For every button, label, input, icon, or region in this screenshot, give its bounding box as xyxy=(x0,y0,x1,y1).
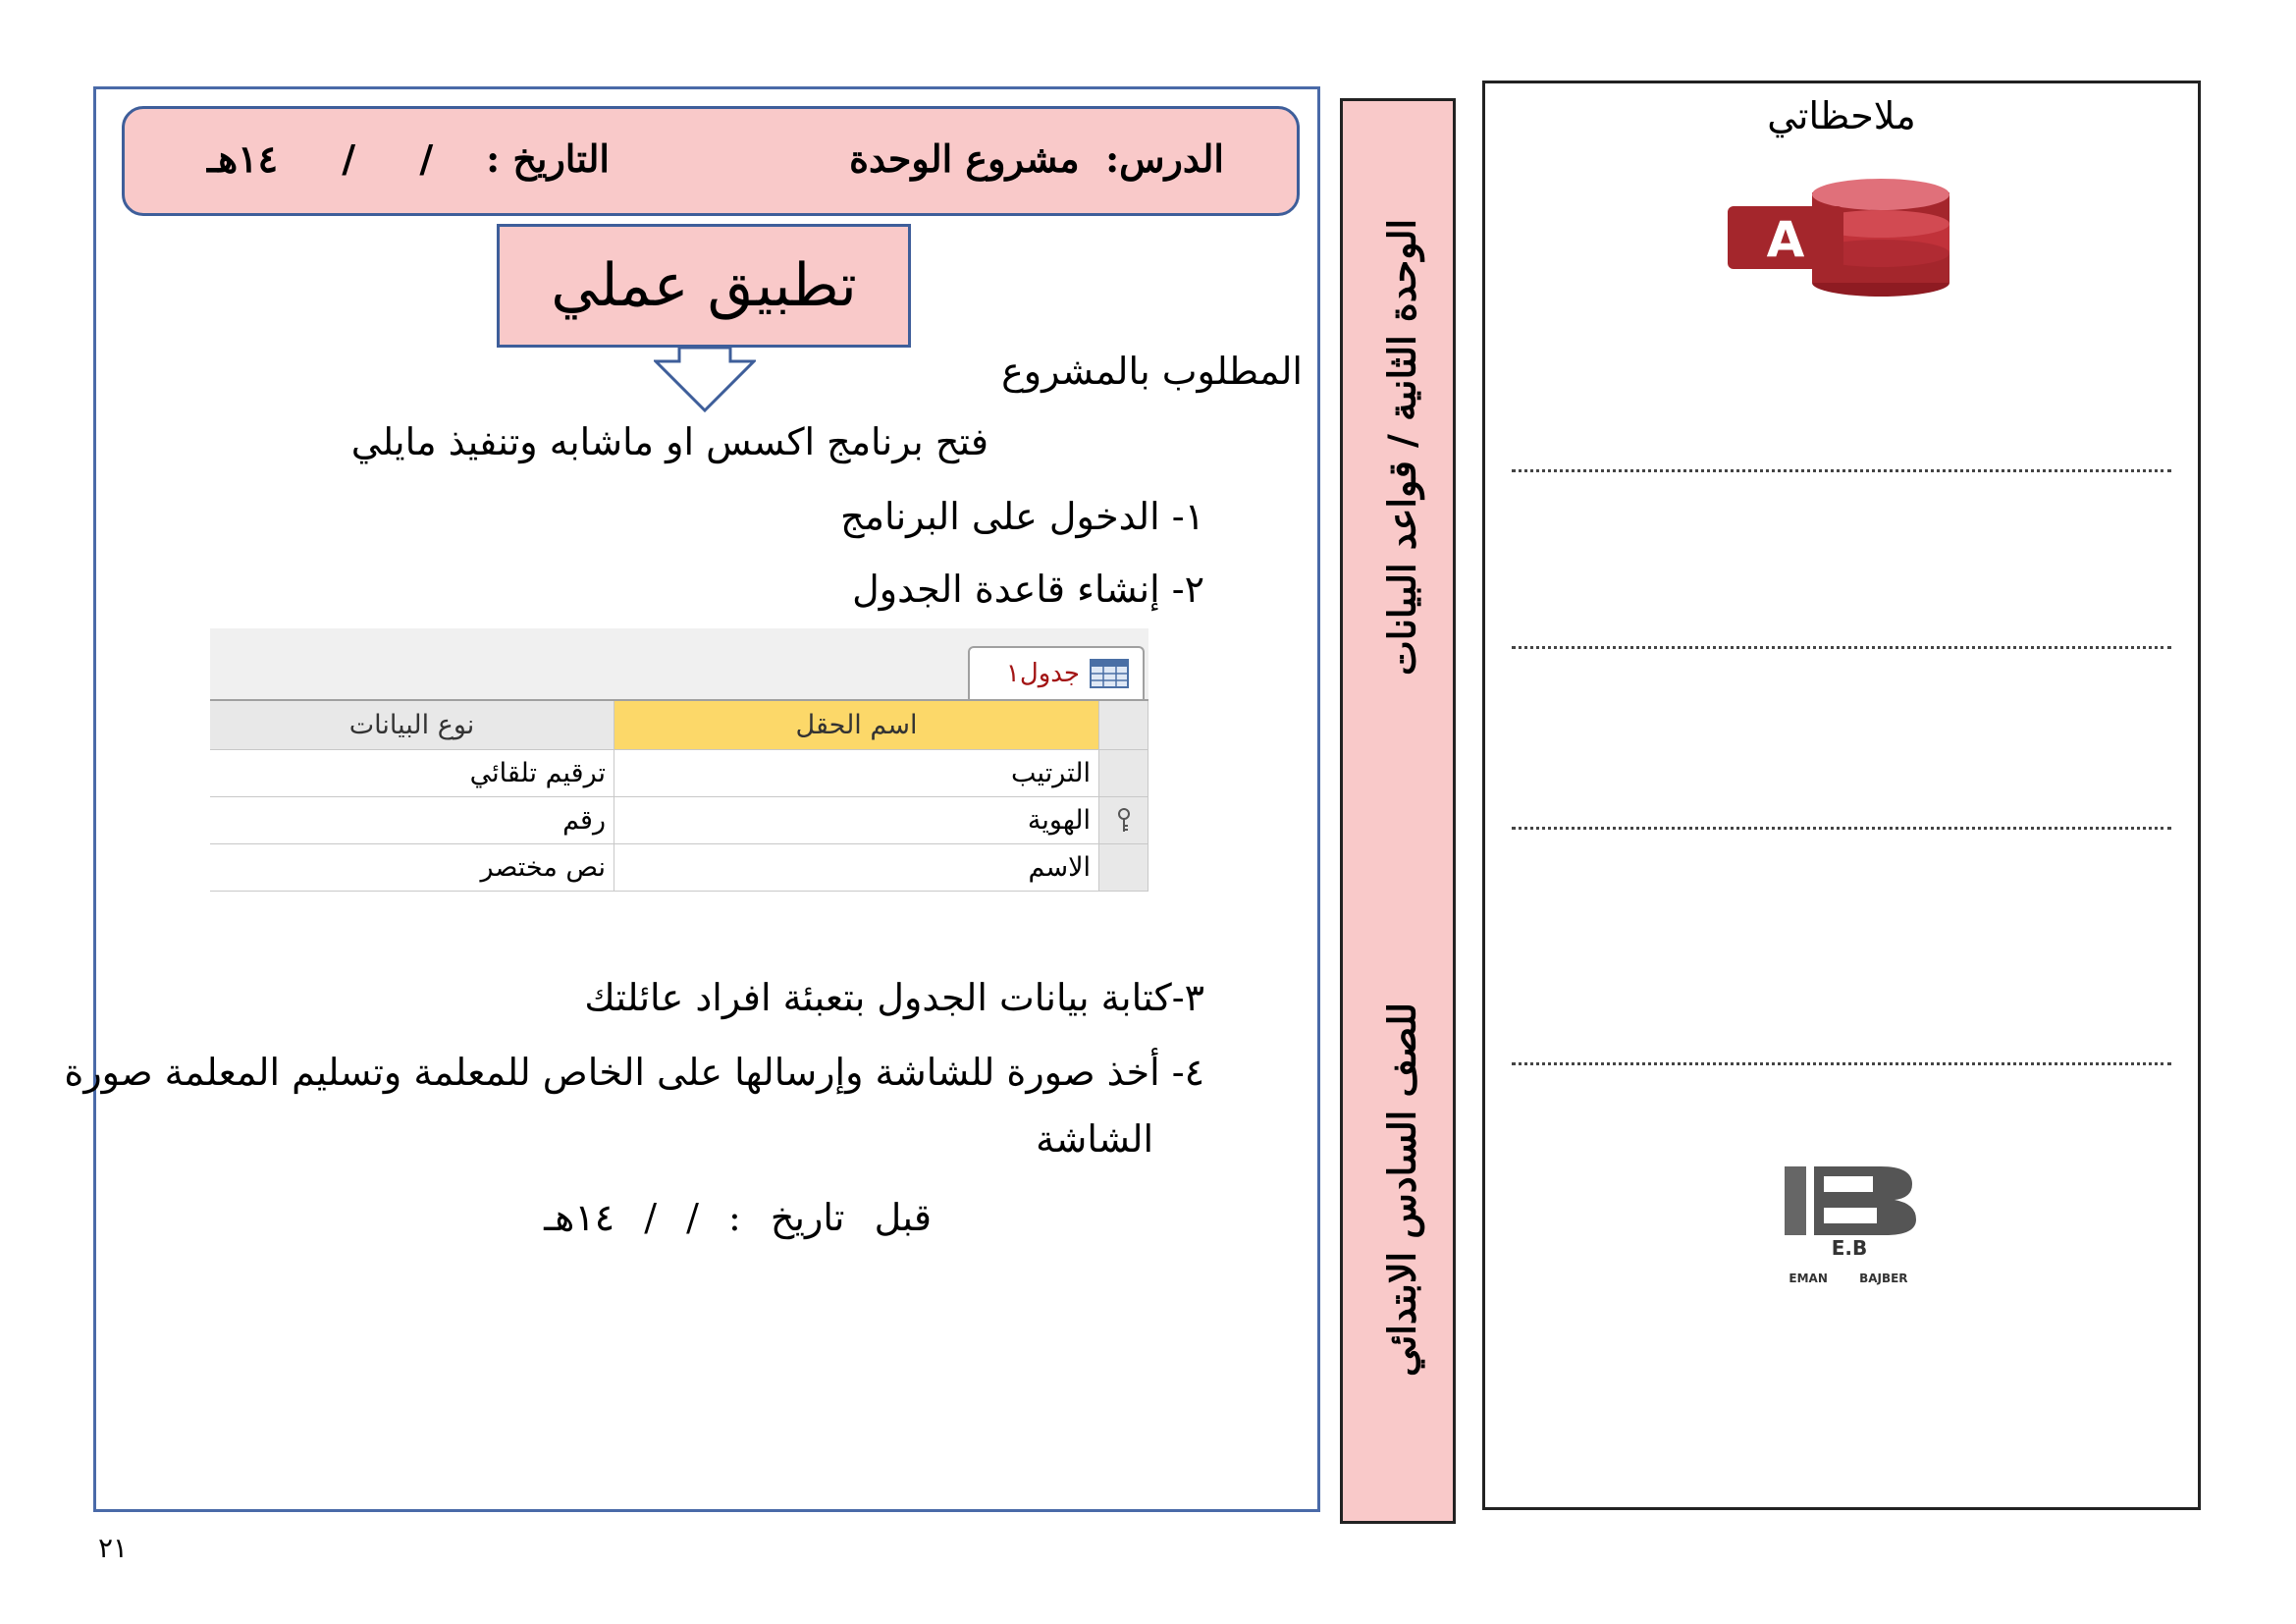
table-tab[interactable] xyxy=(968,646,1145,699)
row-selector[interactable] xyxy=(1099,750,1148,797)
step-2: ٢- إنشاء قاعدة الجدول xyxy=(852,568,1204,611)
deadline-line: قبل تاريخ : / / ١٤هـ xyxy=(544,1196,932,1239)
access-table-screenshot xyxy=(210,628,1148,895)
grade-title: للصف السادس الابتدائي xyxy=(1379,1002,1424,1377)
select-all-cell[interactable] xyxy=(1099,701,1148,750)
note-line[interactable] xyxy=(1512,1062,2171,1065)
field-name-cell[interactable]: الهوية xyxy=(614,797,1099,844)
column-header-field-name[interactable]: اسم الحقل xyxy=(614,701,1099,750)
notes-title: ملاحظاتي xyxy=(1767,94,1916,137)
date-value: / / ١٤هـ xyxy=(207,136,434,181)
step-4: ٤- أخذ صورة للشاشة وإرسالها على الخاص للمعلمة وتسليم المعلمة صورة xyxy=(64,1051,1204,1094)
date-label: التاريخ : xyxy=(486,136,610,181)
logo-caption: EMAN BAJBER xyxy=(1789,1272,1908,1285)
field-name-cell[interactable]: الترتيب xyxy=(614,750,1099,797)
requirement-heading: المطلوب بالمشروع xyxy=(1001,350,1303,393)
table-icon xyxy=(1090,659,1129,688)
step-3: ٣-كتابة بيانات الجدول بتعبئة افراد عائلتك xyxy=(584,976,1204,1019)
field-grid xyxy=(210,701,1148,895)
key-icon xyxy=(1117,808,1131,834)
access-letter: A xyxy=(1766,211,1805,268)
row-selector[interactable] xyxy=(1099,844,1148,892)
data-type-cell[interactable]: ترقيم تلقائي xyxy=(210,750,614,797)
step-1: ١- الدخول على البرنامج xyxy=(840,495,1204,538)
practical-app-callout: تطبيق عملي xyxy=(497,224,911,348)
note-line[interactable] xyxy=(1512,827,2171,830)
table-tab-label: جدول١ xyxy=(1005,659,1080,688)
note-line[interactable] xyxy=(1512,469,2171,472)
row-selector-primary-key[interactable] xyxy=(1099,797,1148,844)
intro-line: فتح برنامج اكسس او ماشابه وتنفيذ مايلي xyxy=(350,420,988,463)
down-arrow-icon xyxy=(654,348,756,412)
note-line[interactable] xyxy=(1512,646,2171,649)
data-type-cell[interactable]: رقم xyxy=(210,797,614,844)
vertical-title-band xyxy=(1340,98,1456,1524)
field-name-cell[interactable]: الاسم xyxy=(614,844,1099,892)
lesson-label: الدرس: مشروع الوحدة xyxy=(849,136,1224,181)
lesson-header xyxy=(122,106,1300,216)
access-icon xyxy=(1724,175,1959,302)
data-type-cell[interactable]: نص مختصر xyxy=(210,844,614,892)
column-header-data-type[interactable]: نوع البيانات xyxy=(210,701,614,750)
unit-title: الوحدة الثانية / قواعد البيانات xyxy=(1379,218,1424,677)
tab-strip xyxy=(210,628,1148,701)
lesson-title: مشروع الوحدة xyxy=(849,136,1080,181)
eb-logo xyxy=(1757,1161,1940,1294)
logo-letters: E.B xyxy=(1831,1236,1868,1260)
step-4-continuation: الشاشة xyxy=(1036,1117,1153,1161)
page-number: ٢١ xyxy=(98,1532,129,1564)
